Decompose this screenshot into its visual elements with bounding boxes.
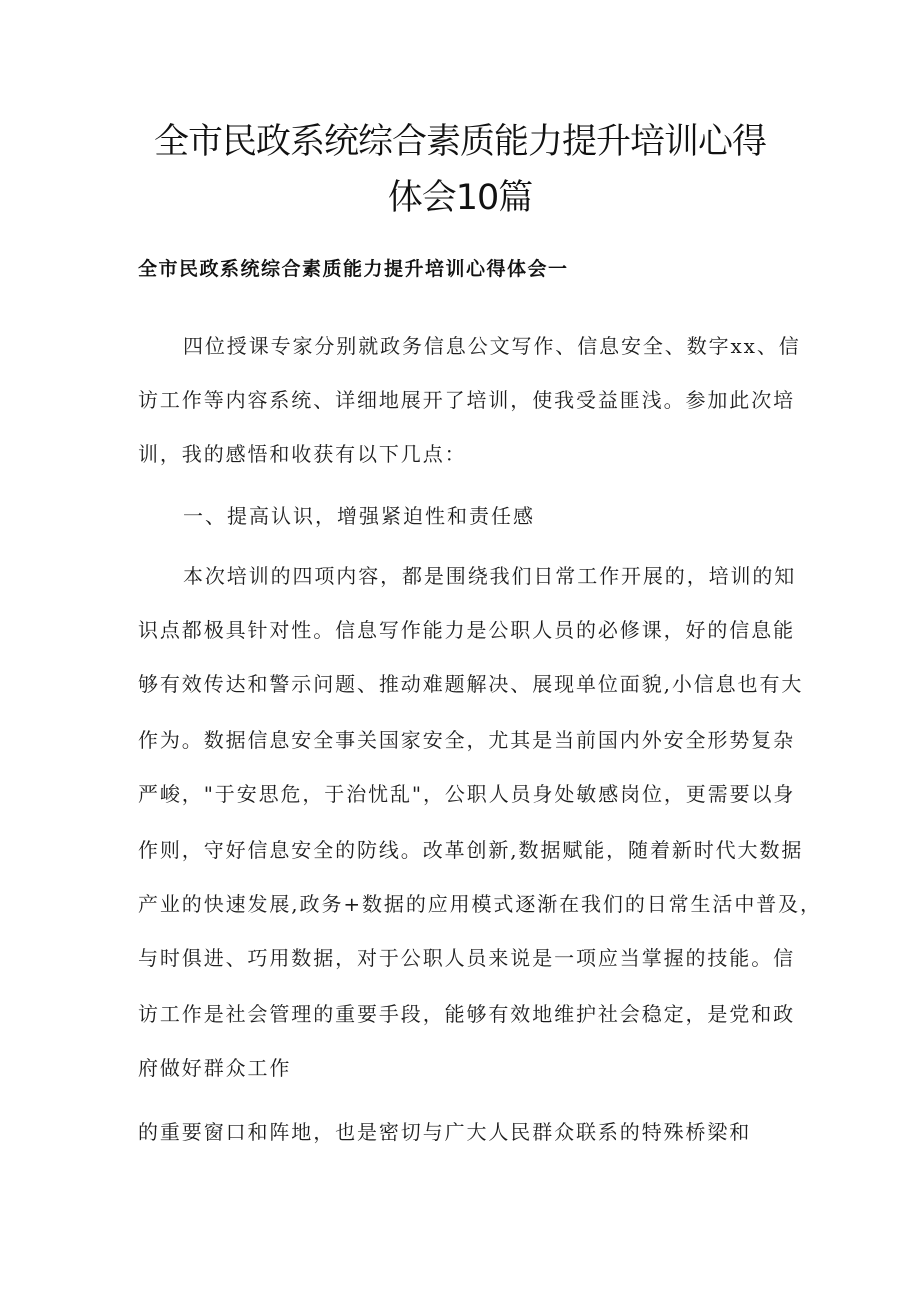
paragraph-line: 作则，守好信息安全的防线。改革创新,数据赋能，随着新时代大数据	[138, 838, 804, 862]
article-subtitle: 全市民政系统综合素质能力提升培训心得体会一	[138, 258, 569, 280]
paragraph-line: 产业的快速发展,政务+数据的应用模式逐渐在我们的日常生活中普及，	[138, 892, 822, 916]
paragraph-line: 本次培训的四项内容，都是围绕我们日常工作开展的，培训的知	[183, 564, 797, 588]
document-title-line-2: 体会10篇	[387, 178, 533, 218]
document-title-line-1: 全市民政系统综合素质能力提升培训心得	[153, 122, 766, 162]
paragraph-line: 够有效传达和警示问题、推动难题解决、展现单位面貌,小信息也有大	[138, 672, 804, 696]
paragraph-line: 访工作是社会管理的重要手段，能够有效地维护社会稳定，是党和政	[138, 1002, 795, 1026]
paragraph-line: 四位授课专家分别就政务信息公文写作、信息安全、数字xx、信	[183, 334, 801, 358]
section-heading: 一、提高认识，增强紧迫性和责任感	[183, 504, 535, 528]
paragraph-line: 的重要窗口和阵地，也是密切与广大人民群众联系的特殊桥梁和	[138, 1120, 752, 1144]
paragraph-line: 训，我的感悟和收获有以下几点：	[138, 442, 467, 466]
paragraph-line: 访工作等内容系统、详细地展开了培训，使我受益匪浅。参加此次培	[138, 388, 795, 412]
paragraph-line: 识点都极具针对性。信息写作能力是公职人员的必修课，好的信息能	[138, 618, 795, 642]
paragraph-line: 作为。数据信息安全事关国家安全，尤其是当前国内外安全形势复杂	[138, 728, 795, 752]
paragraph-line: 与时俱进、巧用数据，对于公职人员来说是一项应当掌握的技能。信	[138, 946, 795, 970]
paragraph-line: 严峻，"于安思危，于治忧乱"，公职人员身处敏感岗位，更需要以身	[138, 782, 796, 806]
paragraph-line: 府做好群众工作	[138, 1056, 292, 1080]
